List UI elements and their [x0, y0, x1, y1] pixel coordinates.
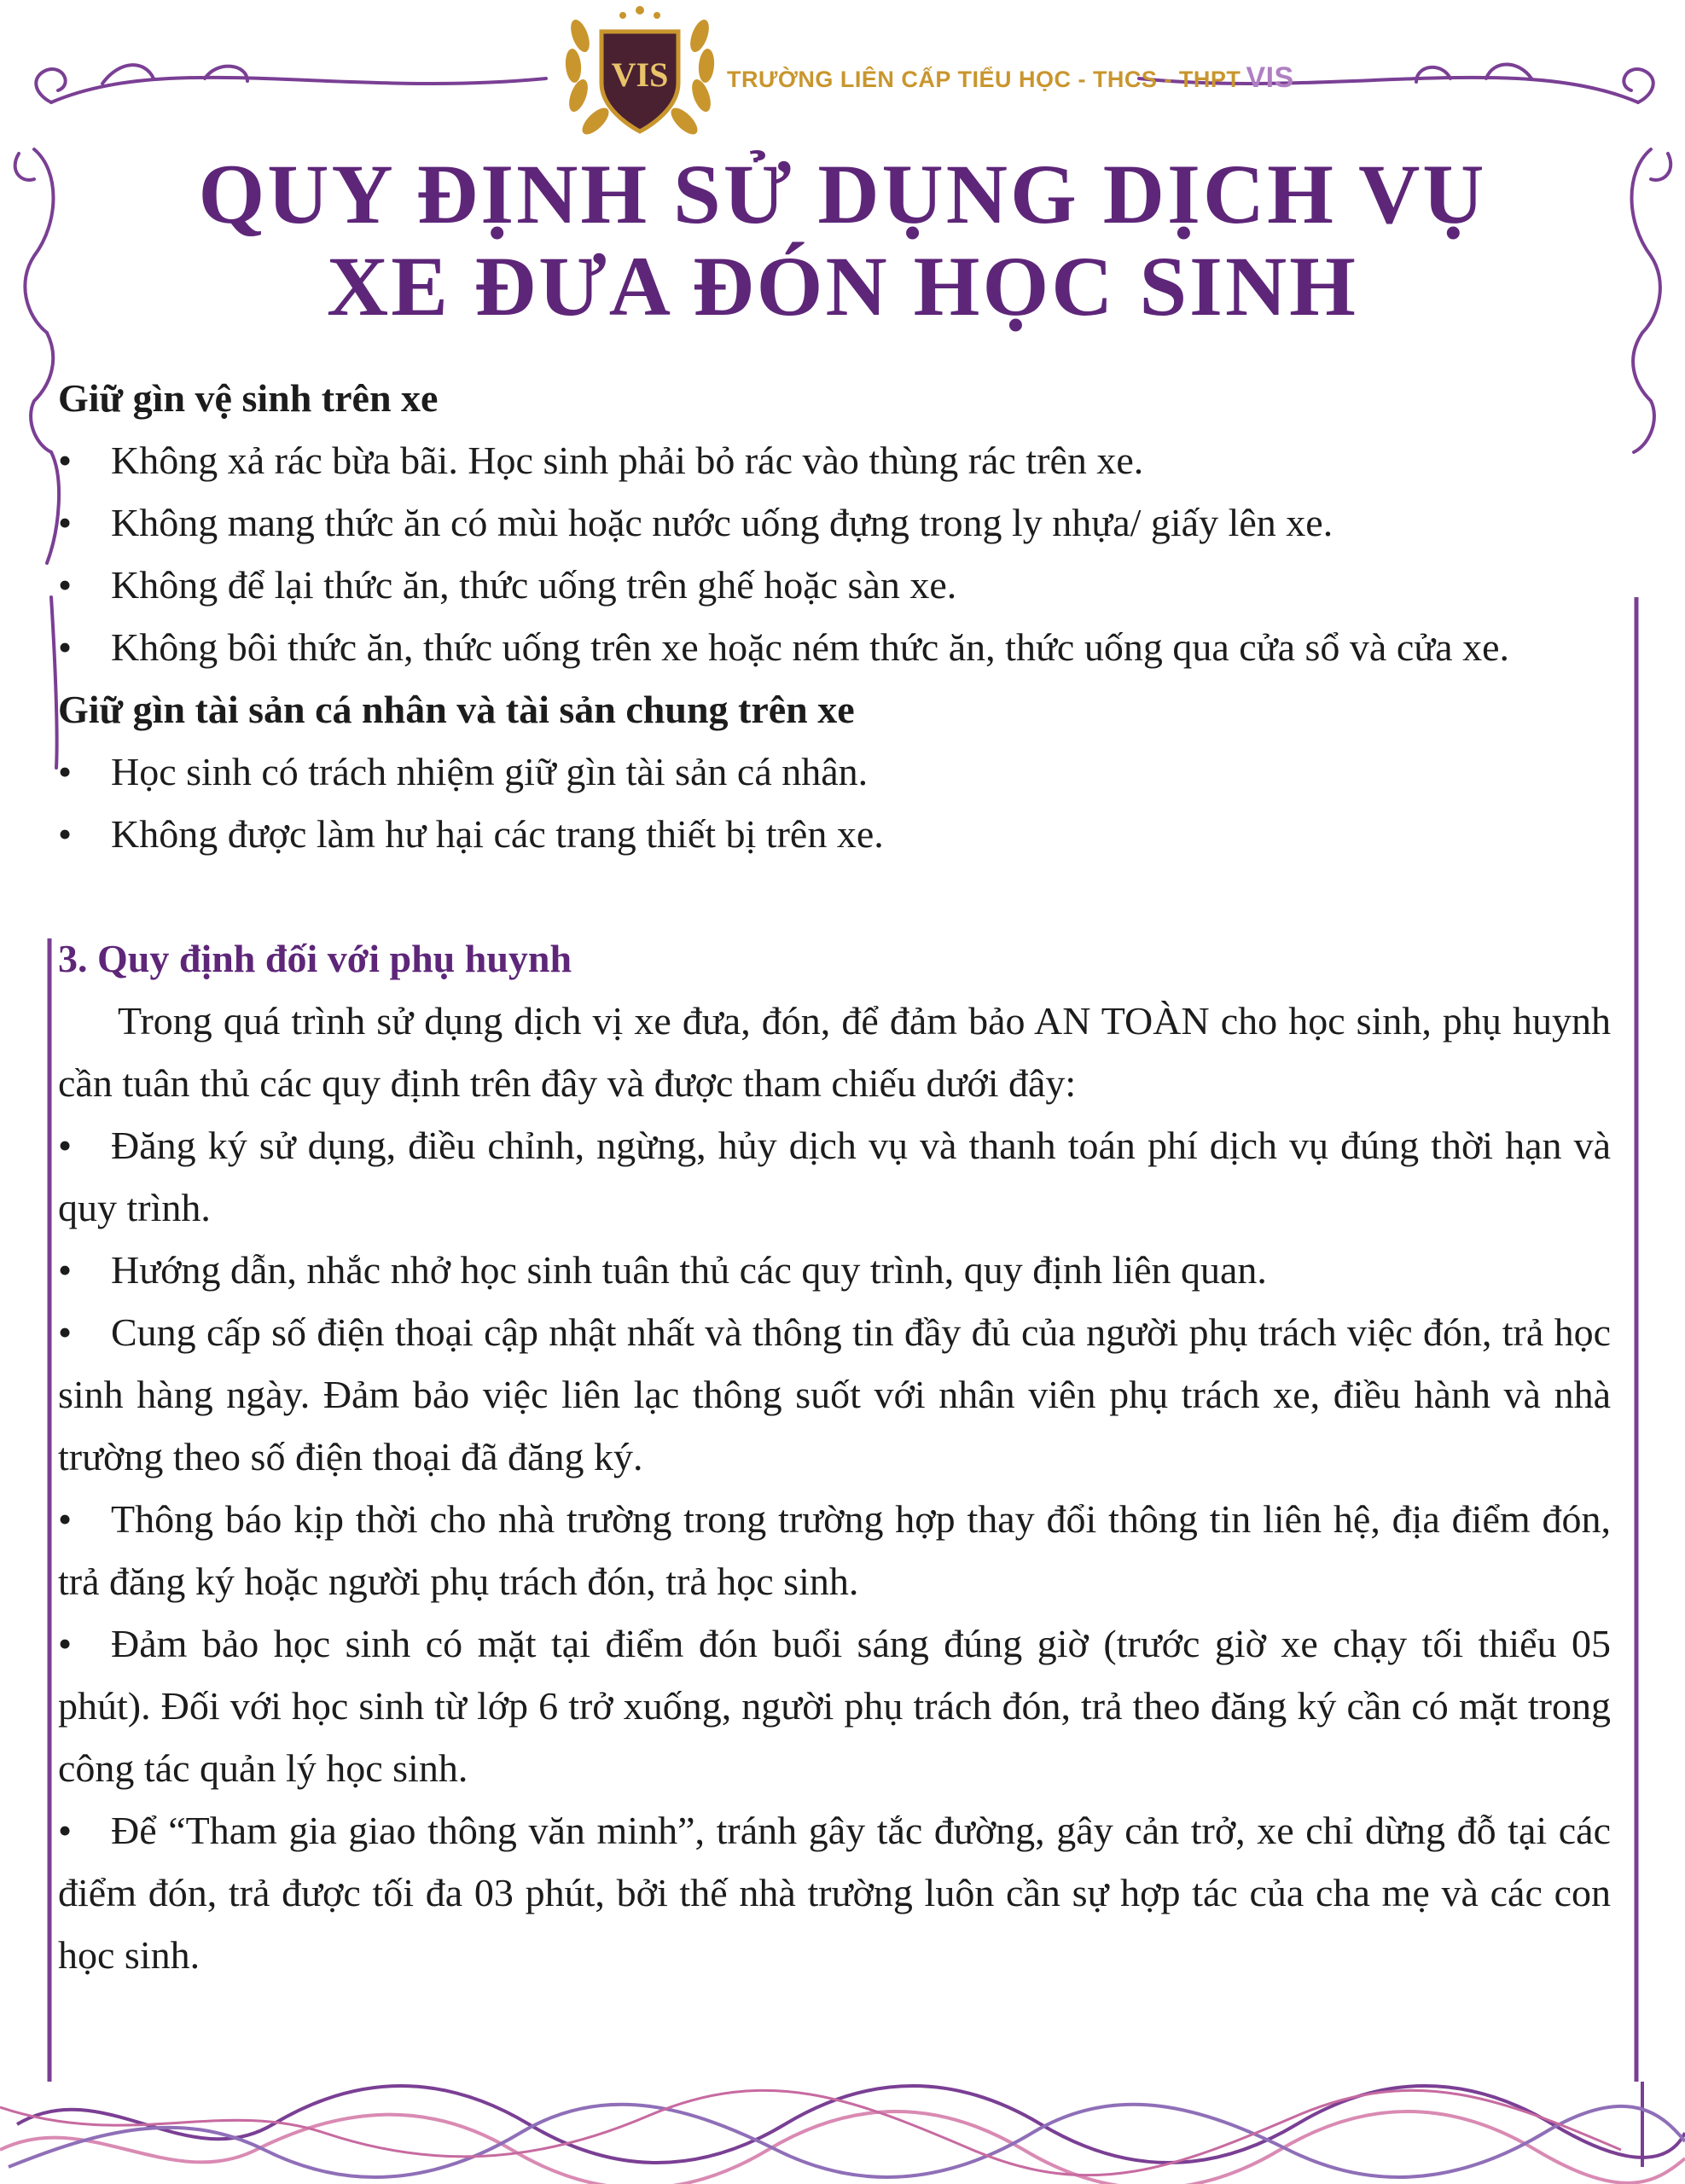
- list-item: • Không bôi thức ăn, thức uống trên xe hoặc ném thức ăn, thức uống qua cửa sổ và cửa xe.: [58, 616, 1611, 678]
- bullet-icon: •: [58, 1124, 73, 1167]
- list-item: • Cung cấp số điện thoại cập nhật nhất và thông tin đầy đủ của người phụ trách việc đón, trả học sinh hàng ngày. Đảm bảo việc liên lạc thông suốt với nhân viên phụ trách xe, điều hành và nhà trường theo số điện thoại đã đăng ký.: [58, 1301, 1611, 1488]
- bullet-icon: •: [58, 1248, 73, 1292]
- school-brand: VIS: [1246, 61, 1294, 94]
- list-item: • Không để lại thức ăn, thức uống trên ghế hoặc sàn xe.: [58, 554, 1611, 616]
- bullet-icon: •: [58, 1497, 73, 1541]
- shield-logo-text: VIS: [611, 55, 669, 94]
- section-heading-parents: 3. Quy định đối với phụ huynh: [58, 937, 572, 980]
- section-heading-property: Giữ gìn tài sản cá nhân và tài sản chung trên xe: [58, 688, 855, 731]
- section-heading-hygiene: Giữ gìn vệ sinh trên xe: [58, 376, 439, 420]
- list-item: • Hướng dẫn, nhắc nhở học sinh tuân thủ các quy trình, quy định liên quan.: [58, 1239, 1611, 1301]
- spacer: [58, 865, 1611, 927]
- document-body: [58, 367, 1611, 1986]
- list-item: • Đăng ký sử dụng, điều chỉnh, ngừng, hủy dịch vụ và thanh toán phí dịch vụ đúng thời hạn và quy trình.: [58, 1114, 1611, 1239]
- list-item: • Không được làm hư hại các trang thiết bị trên xe.: [58, 803, 1611, 865]
- bullet-icon: •: [58, 1310, 73, 1354]
- bullet-icon: •: [58, 563, 73, 607]
- list-item: • Đảm bảo học sinh có mặt tại điểm đón buổi sáng đúng giờ (trước giờ xe chạy tối thiểu 05 phút). Đối với học sinh từ lớp 6 trở xuống, người phụ trách đón, trả theo đăng ký cần có mặt trong công tác quản lý học sinh.: [58, 1612, 1611, 1799]
- list-item: • Để “Tham gia giao thông văn minh”, tránh gây tắc đường, gây cản trở, xe chỉ dừng đỗ tại các điểm đón, trả được tối đa 03 phút, bởi thế nhà trường luôn cần sự hợp tác của cha mẹ và các con học sinh.: [58, 1799, 1611, 1986]
- page-title-line-1: QUY ĐỊNH SỬ DỤNG DỊCH VỤ: [198, 147, 1487, 241]
- bullet-icon: •: [58, 750, 73, 793]
- intro-paragraph: Trong quá trình sử dụng dịch vị xe đưa, đón, để đảm bảo AN TOÀN cho học sinh, phụ huynh cần tuân thủ các quy định trên đây và được tham chiếu dưới đây:: [58, 999, 1611, 1105]
- bullet-icon: •: [58, 439, 73, 482]
- bullet-icon: •: [58, 625, 73, 669]
- list-item: • Không xả rác bừa bãi. Học sinh phải bỏ rác vào thùng rác trên xe.: [58, 429, 1611, 491]
- list-item: • Thông báo kịp thời cho nhà trường trong trường hợp thay đổi thông tin liên hệ, địa điểm đón, trả đăng ký hoặc người phụ trách đón, trả học sinh.: [58, 1488, 1611, 1612]
- bullet-icon: •: [58, 812, 73, 856]
- bullet-icon: •: [58, 1809, 73, 1852]
- school-name: [727, 61, 1294, 95]
- bullet-icon: •: [58, 1622, 73, 1665]
- page-title-line-2: XE ĐƯA ĐÓN HỌC SINH: [327, 239, 1358, 334]
- list-item: • Không mang thức ăn có mùi hoặc nước uống đựng trong ly nhựa/ giấy lên xe.: [58, 491, 1611, 554]
- bullet-icon: •: [58, 501, 73, 544]
- school-name-text: TRƯỜNG LIÊN CẤP TIỂU HỌC - THCS - THPT: [727, 67, 1241, 92]
- list-item: • Học sinh có trách nhiệm giữ gìn tài sản cá nhân.: [58, 741, 1611, 803]
